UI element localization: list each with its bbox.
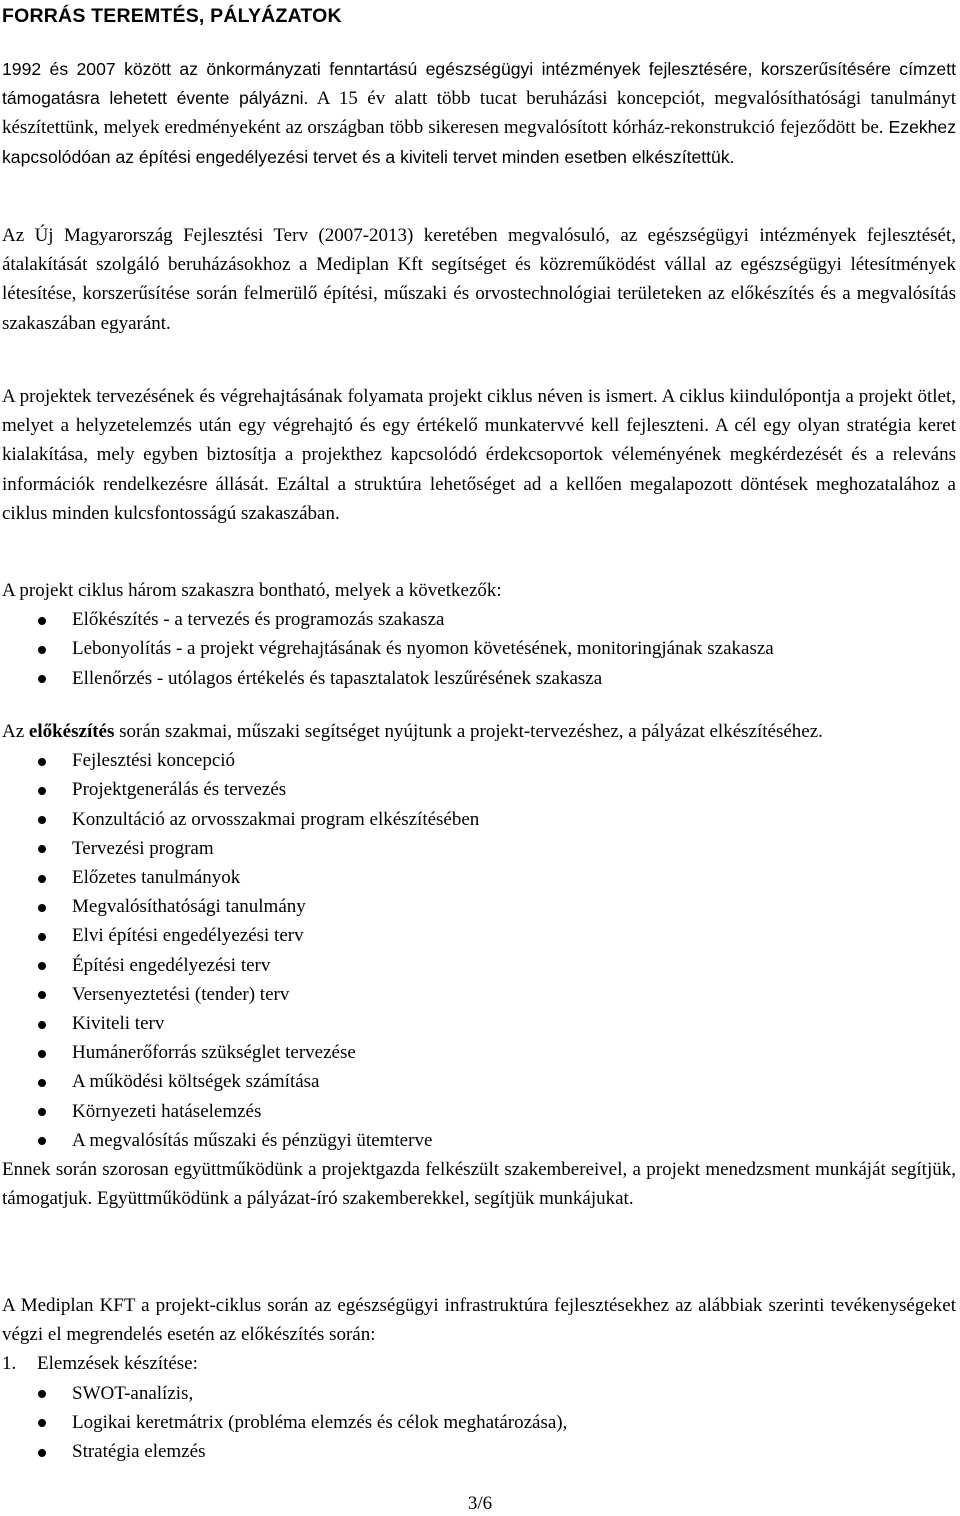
intro-sentence-3: Ezekhez kapcsolódóan az építési engedélyezési tervet és a kiviteli tervet minden esetben elkészítettük.	[2, 117, 957, 167]
list-item	[2, 1038, 956, 1067]
list-item-text: Megvalósíthatósági tanulmány	[72, 896, 306, 918]
bullet-icon	[38, 646, 46, 654]
bullet-icon	[38, 1137, 46, 1145]
list-item-text: Kiviteli terv	[72, 1013, 165, 1035]
numbered-item	[2, 1349, 956, 1378]
bullet-icon	[38, 675, 46, 683]
list-item	[2, 834, 956, 863]
list-item-text: Ellenőrzés - utólagos értékelés és tapasztalatok leszűrésének szakasza	[72, 667, 603, 689]
bullet-icon	[38, 991, 46, 999]
list-item	[2, 1379, 956, 1408]
list-item	[2, 746, 956, 775]
list-item	[2, 634, 956, 663]
list-item-text: Tervezési program	[72, 837, 214, 859]
plan-paragraph: Az Új Magyarország Fejlesztési Terv (2007-2013) keretében megvalósuló, az egészségügyi intézmények fejlesztését, átalakítását szolgáló beruházásokhoz a Mediplan Kft segítséget és közreműködést vállal az egészségügyi létesítmények létesítése, korszerűsítése során felmerülő építési, műszaki és orvostechnológiai területeken az előkészítés és a megvalósítás szakaszában egyaránt.	[2, 225, 956, 334]
phases-section	[2, 576, 956, 693]
list-item-text: Versenyeztetési (tender) terv	[72, 983, 290, 1005]
bullet-icon	[38, 1419, 46, 1427]
preparation-section	[2, 717, 956, 1213]
mediplan-paragraph: A Mediplan KFT a projekt-ciklus során az egészségügyi infrastruktúra fejlesztésekhez az alábbiak szerinti tevékenységeket végzi el megrendelés esetén az előkészítés során:	[2, 1295, 956, 1346]
list-item	[2, 1126, 956, 1155]
list-item	[2, 1009, 956, 1038]
bullet-icon	[38, 816, 46, 824]
list-item	[2, 1067, 956, 1096]
prep-keyword: előkészítés	[28, 721, 115, 742]
page-title: FORRÁS TEREMTÉS, PÁLYÁZATOK	[2, 5, 342, 27]
phases-intro: A projekt ciklus három szakaszra bontható, melyek a következők:	[2, 580, 502, 601]
list-item	[2, 1408, 956, 1437]
analysis-list	[2, 1379, 956, 1467]
list-item	[2, 775, 956, 804]
page-number: 3/6	[467, 1493, 493, 1514]
bullet-icon	[38, 1390, 46, 1398]
intro-sentence-2: A 15 év alatt több tucat beruházási koncepciót, megvalósíthatósági tanulmányt készítettünk, melyek eredményeként az országban több sikeresen megvalósított kórház-rekonstrukció fejeződött be.	[2, 88, 957, 139]
bullet-icon	[38, 1108, 46, 1116]
list-item-text: Környezeti hatáselemzés	[72, 1100, 262, 1122]
list-item	[2, 805, 956, 834]
list-item	[2, 921, 956, 950]
list-item-text: Előzetes tanulmányok	[72, 867, 241, 889]
list-item-text: A megvalósítás műszaki és pénzügyi ütemterve	[72, 1129, 433, 1151]
list-item	[2, 863, 956, 892]
bullet-icon	[38, 933, 46, 941]
intro-paragraph	[2, 55, 956, 172]
bullet-icon	[38, 758, 46, 766]
bullet-icon	[38, 1449, 46, 1457]
bullet-icon	[38, 904, 46, 912]
prep-text-before: Az	[2, 721, 29, 742]
list-item-text: Logikai keretmátrix (probléma elemzés és célok meghatározása),	[72, 1411, 568, 1433]
list-item-text: Fejlesztési koncepció	[72, 750, 236, 772]
list-item	[2, 1097, 956, 1126]
cooperation-paragraph: Ennek során szorosan együttműködünk a projektgazda felkészült szakembereivel, a projekt menedzsment munkáját segítjük, támogatjuk. Együttműködünk a pályázat-író szakemberekkel, segítjük munkájukat.	[2, 1159, 956, 1210]
plan-paragraph-block	[2, 221, 956, 338]
list-item-text: Építési engedélyezési terv	[72, 954, 271, 976]
list-item-text: A működési költségek számítása	[72, 1071, 320, 1093]
list-item-text: Előkészítés - a tervezés és programozás szakasza	[72, 609, 445, 631]
cycle-paragraph: A projektek tervezésének és végrehajtásának folyamata projekt ciklus néven is ismert. A ciklus kiindulópontja a projekt ötlet, melyet a helyzetelemzés után egy végrehajtó és egy értékelő munkatervvé kell fejleszteni. A cél egy olyan stratégia keret kialakítása, mely egyben biztosítja a projekthez kapcsolódó érdekcsoportok véleményének megkérdezését és a releváns információk rendelkezésre állását. Ezáltal a struktúra lehetőséget ad a kellően megalapozott döntések meghozatalához a ciklus minden kulcsfontosságú szakaszában.	[2, 386, 956, 524]
mediplan-section	[2, 1291, 956, 1466]
list-item-text: Projektgenerálás és tervezés	[72, 779, 287, 801]
list-item-text: SWOT-analízis,	[72, 1382, 194, 1404]
list-item	[2, 605, 956, 634]
cycle-paragraph-block	[2, 382, 956, 528]
item-number: 1.	[2, 1353, 17, 1375]
item-label: Elemzések készítése:	[37, 1353, 198, 1375]
bullet-icon	[38, 845, 46, 853]
list-item	[2, 1437, 956, 1466]
bullet-icon	[38, 617, 46, 625]
list-item-text: Lebonyolítás - a projekt végrehajtásának és nyomon követésének, monitoringjának szakasza	[72, 638, 774, 660]
intro-paragraph-block	[2, 55, 956, 172]
list-item	[2, 664, 956, 693]
list-item-text: Elvi építési engedélyezési terv	[72, 925, 304, 947]
bullet-icon	[38, 875, 46, 883]
prep-text-after: során szakmai, műszaki segítséget nyújtunk a projekt-tervezéshez, a pályázat elkészítéséhez.	[114, 721, 823, 742]
list-item	[2, 951, 956, 980]
bullet-icon	[38, 1079, 46, 1087]
bullet-icon	[38, 1050, 46, 1058]
bullet-icon	[38, 962, 46, 970]
list-item-text: Stratégia elemzés	[72, 1441, 206, 1463]
bullet-icon	[38, 1021, 46, 1029]
list-item	[2, 892, 956, 921]
list-item-text: Konzultáció az orvosszakmai program elkészítésében	[72, 808, 480, 830]
preparation-paragraph	[2, 717, 956, 746]
intro-sentence-1: 1992 és 2007 között az önkormányzati fenntartású egészségügyi intézmények fejlesztésére, korszerűsítésére címzett támogatásra lehetett évente pályázni.	[2, 59, 956, 109]
list-item-text: Humánerőforrás szükséglet tervezése	[72, 1042, 356, 1064]
phases-list	[2, 605, 956, 693]
preparation-list	[2, 746, 956, 1155]
list-item	[2, 980, 956, 1009]
bullet-icon	[38, 787, 46, 795]
